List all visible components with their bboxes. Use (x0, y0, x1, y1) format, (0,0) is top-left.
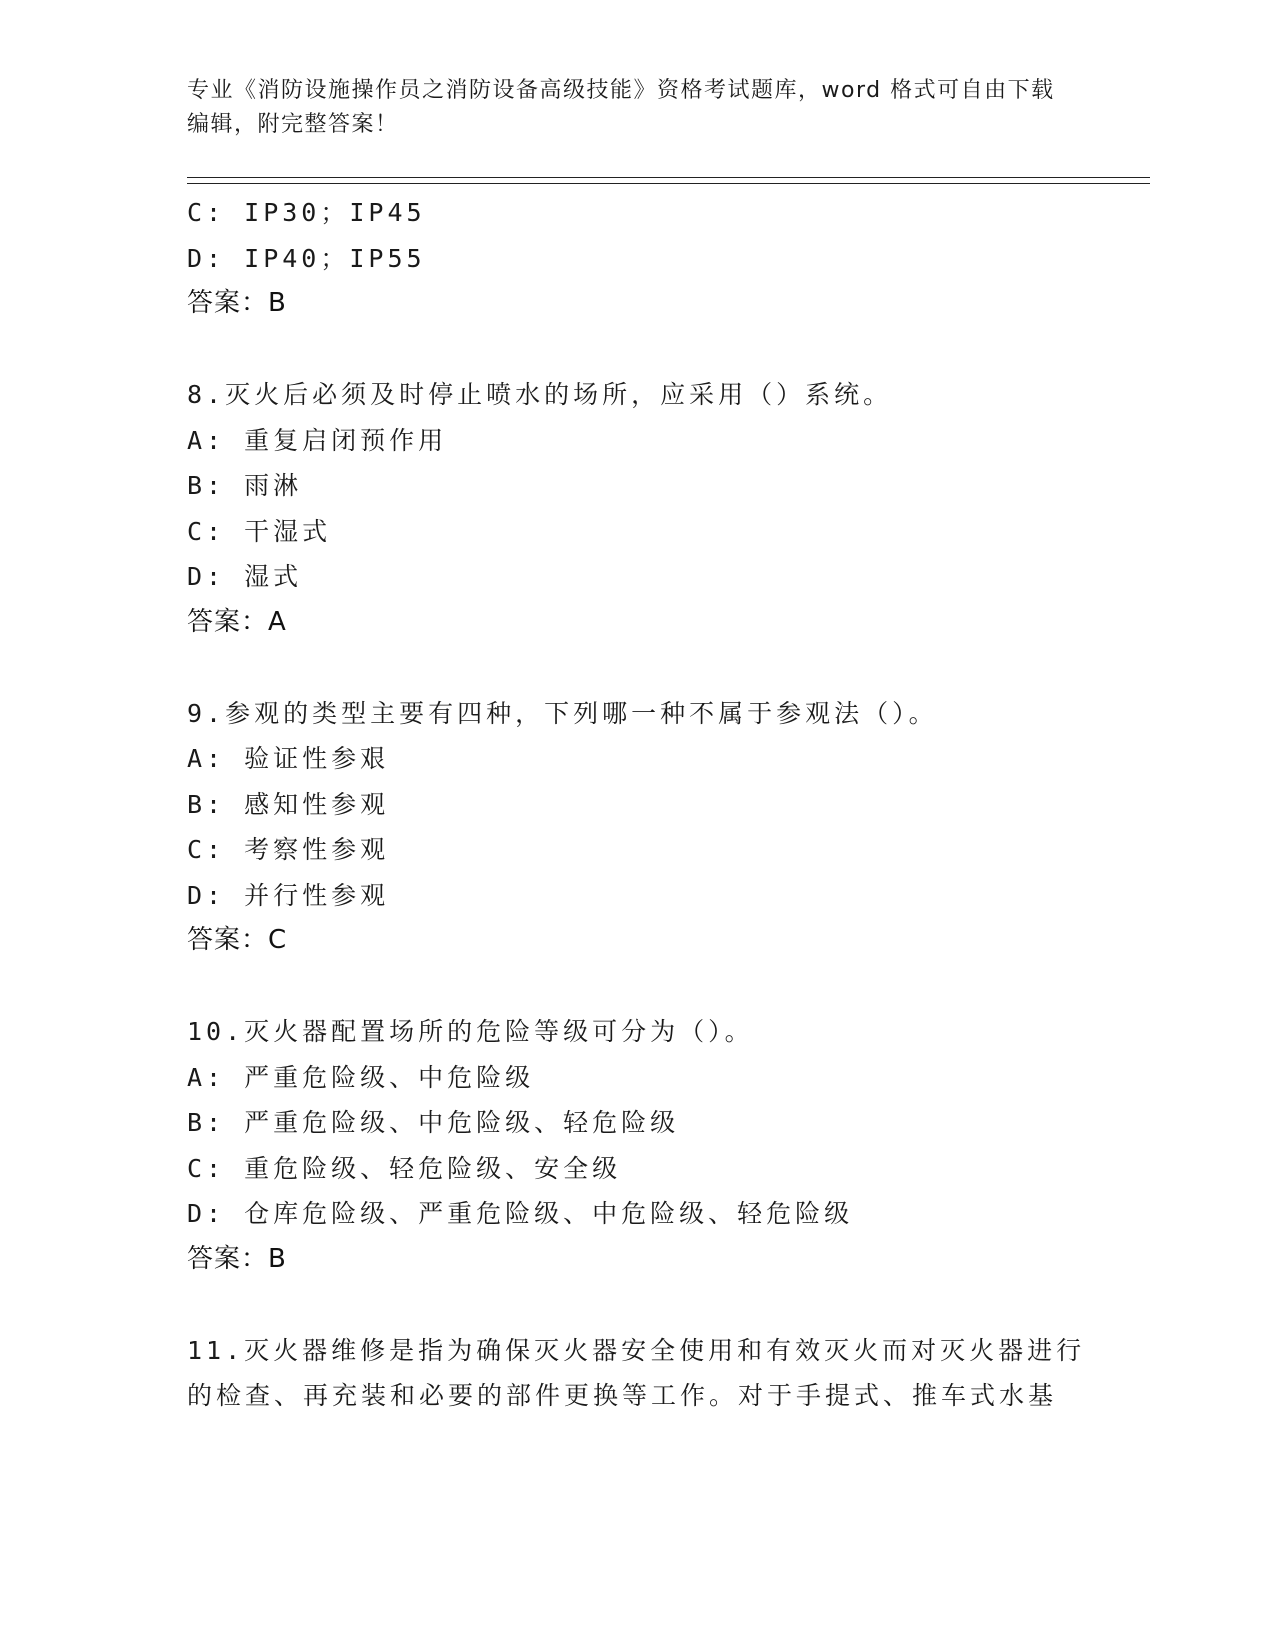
option-b: B: 雨淋 (187, 471, 303, 500)
option-d: D: 仓库危险级、严重危险级、中危险级、轻危险级 (187, 1199, 854, 1228)
question-11 (187, 1328, 1087, 1419)
question-7-continued (187, 190, 1087, 327)
page-header: 专业《消防设施操作员之消防设备高级技能》资格考试题库，word 格式可自由下载编辑，附完整答案！ (187, 78, 1055, 137)
option-b: B: 感知性参观 (187, 789, 390, 819)
answer-label: 答案：B (187, 288, 287, 318)
question-stem: 9.参观的类型主要有四种，下列哪一种不属于参观法（）。 (187, 698, 938, 728)
option-b: B: 严重危险级、中危险级、轻危险级 (187, 1108, 680, 1137)
question-8 (187, 372, 1087, 645)
header-divider-bottom (187, 183, 1150, 184)
answer-label: 答案：C (187, 925, 288, 955)
question-stem: 8.灭火后必须及时停止喷水的场所，应采用（）系统。 (187, 380, 893, 409)
answer-label: 答案：A (187, 606, 287, 637)
question-list (187, 190, 1087, 1419)
header-divider-top (187, 177, 1150, 178)
option-a: A: 严重危险级、中危险级 (187, 1062, 535, 1092)
question-stem-line-1: 11.灭火器维修是指为确保灭火器安全使用和有效灭火而对灭火器进行 (187, 1335, 1086, 1365)
question-stem-line-2: 的检查、再充装和必要的部件更换等工作。对于手提式、推车式水基 (187, 1381, 1058, 1410)
option-d: D: IP40；IP55 (187, 243, 426, 273)
option-a: A: 验证性参艰 (187, 744, 390, 773)
option-d: D: 并行性参观 (187, 880, 390, 910)
option-d: D: 湿式 (187, 562, 303, 591)
question-stem: 10.灭火器配置场所的危险等级可分为（）。 (187, 1017, 754, 1046)
option-c: C: 考察性参观 (187, 835, 390, 864)
question-9 (187, 691, 1087, 964)
option-a: A: 重复启闭预作用 (187, 425, 448, 455)
question-10 (187, 1009, 1087, 1282)
option-c: C: 干湿式 (187, 516, 332, 546)
option-c: C: 重危险级、轻危险级、安全级 (187, 1153, 622, 1183)
answer-label: 答案：B (187, 1243, 287, 1274)
option-c: C: IP30；IP45 (187, 198, 426, 227)
